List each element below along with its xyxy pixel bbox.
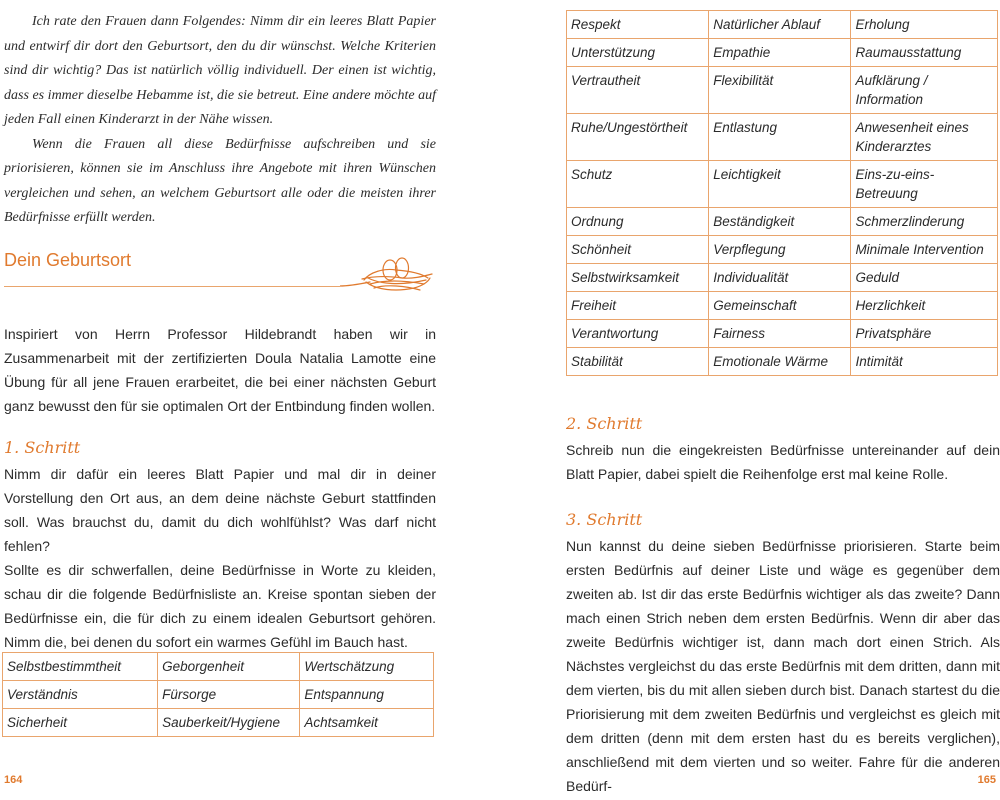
table-cell: Selbstwirksamkeit: [567, 264, 709, 292]
step-1-heading: 1. Schritt: [4, 438, 81, 457]
table-cell: Gemeinschaft: [709, 292, 851, 320]
page-number-right: 165: [977, 774, 996, 786]
table-cell: Privatsphäre: [851, 320, 998, 348]
table-cell: Entspannung: [300, 681, 434, 709]
table-row: [567, 348, 998, 376]
table-row: [567, 67, 998, 114]
table-cell: Verständnis: [3, 681, 158, 709]
step-3-heading: 3. Schritt: [566, 510, 643, 529]
step-2-heading: 2. Schritt: [566, 414, 643, 433]
table-cell: Sicherheit: [3, 709, 158, 737]
page-number-left: 164: [4, 774, 23, 786]
table-cell: Sauberkeit/Hygiene: [158, 709, 300, 737]
intro-paragraph-1: Ich rate den Frauen dann Folgendes: Nimm dir ein leeres Blatt Papier und entwirf dir dort den Geburtsort, den du dir wünschst. Welche Kriterien sind dir wichtig? Das ist natürlich völlig individuell. Der einen ist wichtig, dass es immer dieselbe Hebamme ist, die sie betreut. Eine andere möchte auf jeden Fall einen Kinderarzt in der Nähe wissen.: [4, 14, 436, 127]
table-row: [567, 208, 998, 236]
table-row: [567, 292, 998, 320]
table-cell: Herzlichkeit: [851, 292, 998, 320]
table-cell: Entlastung: [709, 114, 851, 161]
step-1-text-part-1: Nimm dir dafür ein leeres Blatt Papier und mal dir in deiner Vorstellung den Ort aus, an dem deine nächste Geburt stattfinden soll. Was brauchst du, damit du dich wohlfühlst? Was darf nicht fehlen?: [4, 466, 436, 554]
table-cell: Respekt: [567, 11, 709, 39]
table-row: [567, 114, 998, 161]
table-row: [567, 320, 998, 348]
table-cell: Natürlicher Ablauf: [709, 11, 851, 39]
table-cell: Schmerzlinderung: [851, 208, 998, 236]
table-cell: Intimität: [851, 348, 998, 376]
table-cell: Ordnung: [567, 208, 709, 236]
table-cell: Unterstützung: [567, 39, 709, 67]
table-cell: Individualität: [709, 264, 851, 292]
table-row: [3, 709, 434, 737]
table-cell: Geduld: [851, 264, 998, 292]
table-cell: Schönheit: [567, 236, 709, 264]
table-row: [3, 681, 434, 709]
table-row: [567, 264, 998, 292]
table-cell: Fairness: [709, 320, 851, 348]
table-row: [567, 39, 998, 67]
step-1-text-part-2: Sollte es dir schwerfallen, deine Bedürfnisse in Worte zu kleiden, schau dir die folgende Bedürfnisliste an. Kreise spontan sieben der Bedürfnisse ein, die für dich zu einem idealen Geburtsort gehören. Nimm die, bei denen du sofort ein warmes Gefühl im Bauch hast.: [4, 562, 436, 650]
nest-icon: [340, 246, 436, 296]
table-cell: Stabilität: [567, 348, 709, 376]
table-row: [3, 653, 434, 681]
table-cell: Emotionale Wärme: [709, 348, 851, 376]
table-row: [567, 161, 998, 208]
table-cell: Wertschätzung: [300, 653, 434, 681]
title-rule: [4, 286, 340, 287]
section-title: Dein Geburtsort: [4, 250, 132, 270]
step-1-text: [4, 462, 436, 654]
table-cell: Erholung: [851, 11, 998, 39]
right-page: [564, 0, 1000, 800]
needs-table-left: [2, 652, 434, 737]
table-cell: Minimale Intervention: [851, 236, 998, 264]
table-cell: Schutz: [567, 161, 709, 208]
table-cell: Raumausstattung: [851, 39, 998, 67]
table-cell: Eins-zu-eins-Betreuung: [851, 161, 998, 208]
table-cell: Anwesenheit eines Kinderarztes: [851, 114, 998, 161]
step-3-text: Nun kannst du deine sieben Bedürfnisse priorisieren. Starte beim ersten Bedürfnis auf deiner Liste und wäge es gegenüber dem zweiten ab. Ist dir das erste Bedürfnis wichtiger als das zweite? Dann mach einen Strich neben dem ersten Bedürfnis. Wenn dir aber das zweite Bedürfnis wichtiger ist, dann mach dort einen Strich. Als Nächstes vergleichst du das erste Bedürfnis mit dem dritten, dann mit dem vierten, bis du mit allen sieben durch bist. Danach startest du die Priorisierung mit dem zweiten Bedürfnis und vergleichst es gleich mit dem dritten (denn mit dem ersten hast du es bereits verglichen), anschließend mit dem vierten und so weiter. Fahre für die anderen Bedürf-: [566, 538, 1000, 794]
table-cell: Leichtigkeit: [709, 161, 851, 208]
table-cell: Verantwortung: [567, 320, 709, 348]
table-cell: Selbstbestimmtheit: [3, 653, 158, 681]
intro-text: [4, 10, 436, 231]
intro-paragraph-2: Wenn die Frauen all diese Bedürfnisse aufschreiben und sie priorisieren, können sie im Anschluss ihre Angebote mit ihren Wünschen vergleichen und sehen, an welchem Geburtsort alle oder die meisten ihrer Bedürfnisse erfüllt werden.: [4, 136, 436, 225]
table-cell: Ruhe/Ungestörtheit: [567, 114, 709, 161]
table-cell: Flexibilität: [709, 67, 851, 114]
table-cell: Achtsamkeit: [300, 709, 434, 737]
table-cell: Freiheit: [567, 292, 709, 320]
table-cell: Empathie: [709, 39, 851, 67]
table-cell: Fürsorge: [158, 681, 300, 709]
left-page: [0, 0, 440, 800]
section-intro: Inspiriert von Herrn Professor Hildebrandt haben wir in Zusammenarbeit mit der zertifizierten Doula Natalia Lamotte eine Übung für all jene Frauen erarbeitet, die bei einer nächsten Geburt ganz bewusst den für sie optimalen Ort der Entbindung finden wollen.: [4, 326, 436, 414]
step-2-text: Schreib nun die eingekreisten Bedürfnisse untereinander auf dein Blatt Papier, dabei spielt die Reihenfolge erst mal keine Rolle.: [566, 442, 1000, 482]
table-cell: Geborgenheit: [158, 653, 300, 681]
table-row: [567, 236, 998, 264]
table-cell: Aufklärung / Information: [851, 67, 998, 114]
table-cell: Vertrautheit: [567, 67, 709, 114]
table-row: [567, 11, 998, 39]
needs-table-right: [566, 10, 998, 376]
table-cell: Beständigkeit: [709, 208, 851, 236]
table-cell: Verpflegung: [709, 236, 851, 264]
